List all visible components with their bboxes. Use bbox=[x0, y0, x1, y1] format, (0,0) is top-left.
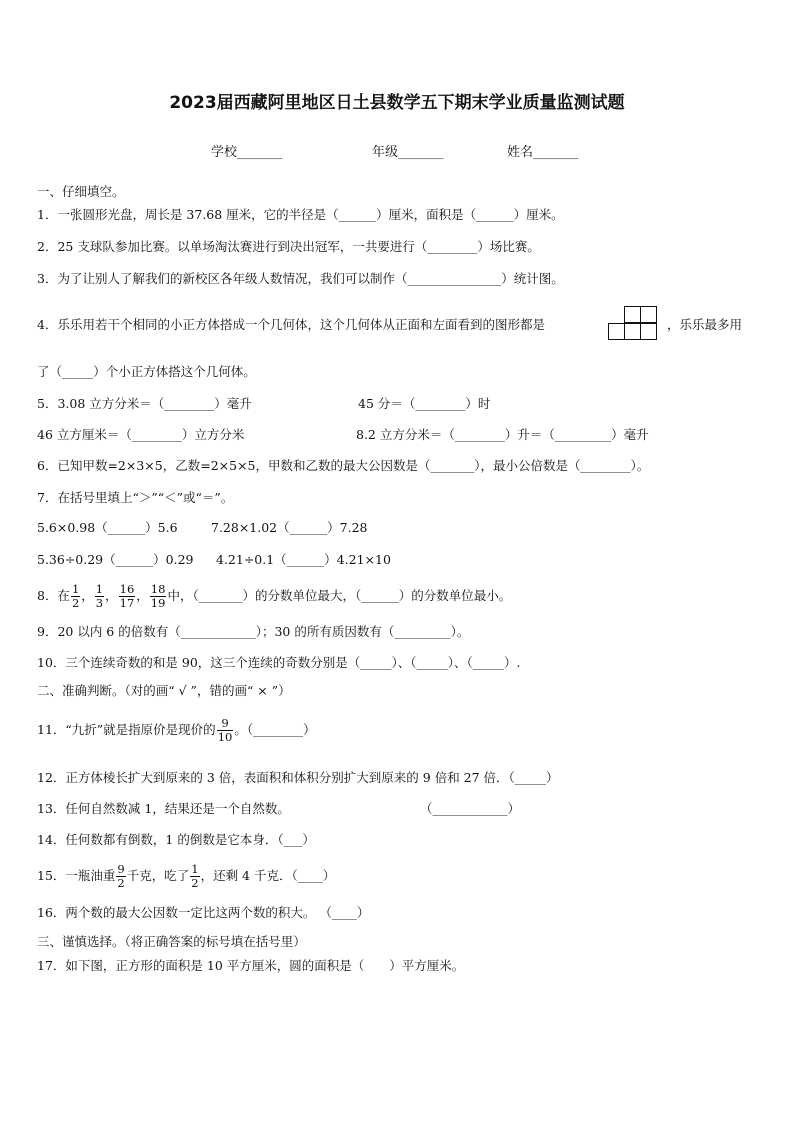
fraction-numerator: 18 bbox=[150, 582, 166, 596]
school-field: 学校_______ bbox=[211, 145, 283, 160]
figure-square bbox=[624, 323, 641, 340]
question-11-prefix: 11．“九折”就是指原价是现价的 bbox=[37, 722, 216, 737]
page-title: 2023届西藏阿里地区日土县数学五下期末学业质量监测试题 bbox=[169, 93, 625, 113]
question-8-prefix: 8．在 bbox=[37, 588, 70, 603]
fraction-denominator: 19 bbox=[150, 596, 166, 610]
question-15 bbox=[37, 858, 335, 894]
fraction-denominator: 2 bbox=[117, 876, 125, 890]
question-13: 13．任何自然数减 1，结果还是一个自然数。 bbox=[37, 801, 290, 816]
fraction-denominator: 10 bbox=[217, 730, 233, 744]
fraction-denominator: 2 bbox=[71, 596, 80, 610]
question-15-middle: 千克，吃了 bbox=[126, 868, 190, 883]
question-7: 7．在括号里填上“＞”“＜”或“＝”。 bbox=[37, 490, 234, 505]
question-3: 3．为了让别人了解我们的新校区各年级人数情况，我们可以制作（_______________）统计图。 bbox=[37, 271, 564, 286]
question-11-suffix: 。（________） bbox=[234, 722, 316, 737]
question-15-prefix: 15．一瓶油重 bbox=[37, 868, 116, 883]
question-16: 16．两个数的最大公因数一定比这两个数的积大。 （____） bbox=[37, 905, 370, 920]
grade-field: 年级_______ bbox=[372, 145, 444, 160]
fraction-denominator: 17 bbox=[119, 596, 135, 610]
question-2: 2．25 支球队参加比赛。以单场淘汰赛进行到决出冠军，一共要进行（________）场比赛。 bbox=[37, 239, 540, 254]
question-7-d: 4.21÷0.1（______）4.21×10 bbox=[216, 552, 391, 567]
figure-square bbox=[624, 306, 641, 323]
fraction-numerator: 1 bbox=[95, 582, 104, 596]
question-4-part-a: 4．乐乐用若干个相同的小正方体搭成一个几何体，这个几何体从正面和左面看到的图形都是 bbox=[37, 317, 545, 332]
fraction bbox=[71, 583, 80, 610]
fraction-numerator: 1 bbox=[71, 582, 80, 596]
section-3-heading: 三、谨慎选择。（将正确答案的标号填在括号里） bbox=[37, 934, 306, 949]
fraction-denominator: 2 bbox=[191, 876, 199, 890]
question-14: 14．任何数都有倒数，1 的倒数是它本身．（___） bbox=[37, 832, 315, 847]
question-15-suffix: ，还剩 4 千克．（____） bbox=[200, 868, 336, 883]
figure-square bbox=[640, 306, 657, 323]
fraction bbox=[190, 863, 199, 890]
question-9: 9．20 以内 6 的倍数有（____________）；30 的所有质因数有（_________）。 bbox=[37, 624, 470, 639]
question-17: 17．如下图，正方形的面积是 10 平方厘米，圆的面积是（ ）平方厘米。 bbox=[37, 958, 465, 973]
question-5-a: 5．3.08 立方分米＝（________）毫升 bbox=[37, 396, 252, 411]
fraction bbox=[119, 583, 136, 610]
name-field: 姓名_______ bbox=[507, 145, 579, 160]
fraction-numerator: 1 bbox=[191, 862, 199, 876]
question-12: 12．正方体棱长扩大到原来的 3 倍，表面积和体积分别扩大到原来的 9 倍和 27 倍．（_____） bbox=[37, 770, 559, 785]
fraction bbox=[116, 863, 125, 890]
figure-square bbox=[640, 323, 657, 340]
fraction bbox=[217, 717, 234, 744]
fraction-numerator: 16 bbox=[119, 582, 135, 596]
question-1: 1．一张圆形光盘，周长是 37.68 厘米，它的半径是（______）厘米，面积是（______）厘米。 bbox=[37, 207, 564, 222]
question-8-suffix: 中，（_______）的分数单位最大，（______）的分数单位最小。 bbox=[167, 588, 512, 603]
question-5-c: 46 立方厘米＝（________）立方分米 bbox=[37, 427, 245, 442]
section-1-heading: 一、仔细填空。 bbox=[37, 184, 125, 199]
question-10: 10．三个连续奇数的和是 90，这三个连续的奇数分别是（_____）、（_____）、（_____）. bbox=[37, 655, 521, 670]
section-2-heading: 二、准确判断。（对的画“ √ ”，错的画“ × ”） bbox=[37, 683, 291, 698]
fraction bbox=[150, 583, 167, 610]
fraction-denominator: 3 bbox=[95, 596, 104, 610]
question-11 bbox=[37, 712, 316, 748]
question-4-part-c: 了（_____）个小正方体搭这个几何体。 bbox=[37, 364, 256, 379]
question-7-a: 5.6×0.98（______）5.6 bbox=[37, 520, 178, 535]
question-8: 8．在 $\frac{1}{2}$ ， $\frac{1}{3}$ ， $\frac{16}{17}$ ， $\frac{18}{19}$ 中，（_______）的分数单位最大，（______）的分数单位最小。 bbox=[37, 582, 512, 610]
question-7-b: 7.28×1.02（______）7.28 bbox=[211, 520, 368, 535]
question-13-blank: （____________） bbox=[420, 801, 521, 816]
fraction-numerator: 9 bbox=[217, 717, 234, 731]
fraction-numerator: 9 bbox=[117, 862, 125, 876]
question-6: 6．已知甲数=2×3×5，乙数=2×5×5，甲数和乙数的最大公因数是（_______），最小公倍数是（________）。 bbox=[37, 458, 650, 473]
question-7-c: 5.36÷0.29（______）0.29 bbox=[37, 552, 194, 567]
question-4-part-b: ，乐乐最多用 bbox=[667, 317, 743, 332]
fraction bbox=[95, 583, 104, 610]
question-5-d: 8.2 立方分米＝（________）升＝（_________）毫升 bbox=[356, 427, 649, 442]
figure-square bbox=[608, 323, 625, 340]
question-5-b: 45 分＝（________）时 bbox=[358, 396, 491, 411]
